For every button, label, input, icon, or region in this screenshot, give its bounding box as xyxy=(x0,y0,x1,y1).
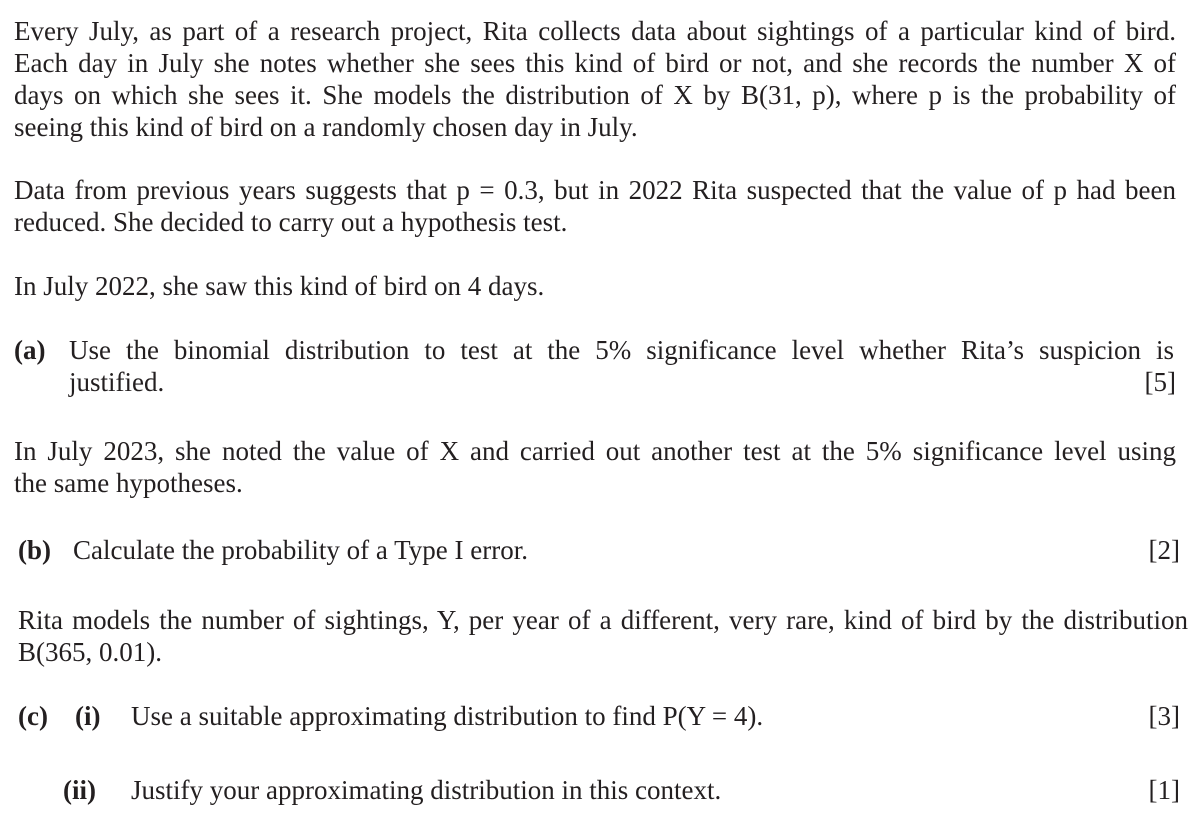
part-c-i xyxy=(18,700,1180,732)
part-c-ii-marks: [1] xyxy=(1148,775,1180,805)
data-line-2: reduced. She decided to carry out a hypothesis test. xyxy=(14,207,568,237)
observation-paragraph xyxy=(14,270,544,302)
paragraph-2023-line-1: In July 2023, she noted the value of X and carried out another test at the 5% significance level using xyxy=(14,436,1176,466)
part-b xyxy=(18,534,1180,566)
part-c-i-text: Use a suitable approximating distribution to find P(Y = 4). xyxy=(131,701,764,731)
data-paragraph xyxy=(14,174,1176,238)
observation-text: In July 2022, she saw this kind of bird on 4 days. xyxy=(14,271,545,301)
rare-bird-paragraph xyxy=(18,604,1188,668)
intro-line-3: days on which she sees it. She models the distribution of X by B(31, p), where p is the probability of xyxy=(14,80,1176,110)
part-a-label: (a) xyxy=(14,335,46,365)
paragraph-2023-line-2: the same hypotheses. xyxy=(14,468,243,498)
data-line-1: Data from previous years suggests that p = 0.3, but in 2022 Rita suspected that the value of p had been xyxy=(14,175,1176,205)
part-c-i-label: (i) xyxy=(75,701,101,731)
rare-bird-line-2: B(365, 0.01). xyxy=(18,637,162,667)
part-b-label: (b) xyxy=(18,535,51,565)
part-b-text: Calculate the probability of a Type I error. xyxy=(73,535,528,565)
paragraph-2023 xyxy=(14,435,1176,499)
intro-line-4: seeing this kind of bird on a randomly chosen day in July. xyxy=(14,112,638,142)
part-a-marks: [5] xyxy=(1144,367,1176,397)
intro-paragraph xyxy=(14,15,1176,143)
rare-bird-line-1: Rita models the number of sightings, Y, per year of a different, very rare, kind of bird by the distribution xyxy=(18,605,1188,635)
part-a xyxy=(14,334,1176,398)
part-c-i-marks: [3] xyxy=(1148,701,1180,731)
part-c-ii-label: (ii) xyxy=(63,775,96,805)
part-c-ii-text: Justify your approximating distribution in this context. xyxy=(131,775,722,805)
part-a-line-1: Use the binomial distribution to test at the 5% significance level whether Rita’s suspicion is xyxy=(69,335,1174,365)
intro-line-1: Every July, as part of a research project, Rita collects data about sightings of a particular kind of bird. xyxy=(14,16,1176,46)
part-a-line-2: justified. xyxy=(69,367,165,397)
part-b-marks: [2] xyxy=(1148,535,1180,565)
intro-line-2: Each day in July she notes whether she sees this kind of bird or not, and she records the number X of xyxy=(14,48,1176,78)
part-c-ii xyxy=(18,774,1180,806)
part-c-label: (c) xyxy=(18,701,48,731)
